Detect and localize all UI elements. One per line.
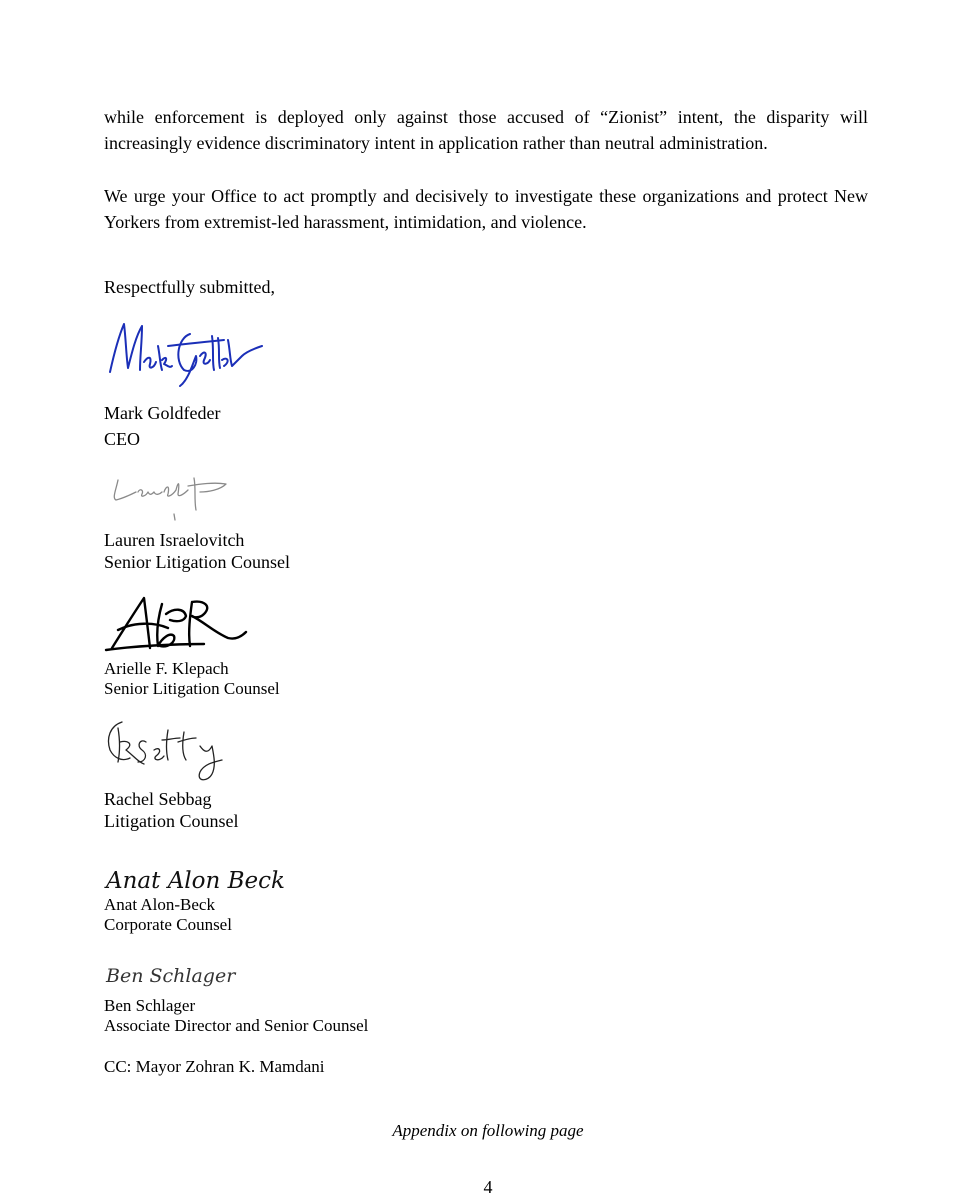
signatory-3-name: Arielle F. Klepach: [104, 659, 229, 678]
signatory-2-name: Lauren Israelovitch: [104, 530, 245, 550]
signatory-1-title: CEO: [104, 429, 140, 449]
closing-line: Respectfully submitted,: [104, 277, 275, 297]
signature-anat-alon-beck: [104, 862, 304, 896]
signatory-2-title: Senior Litigation Counsel: [104, 552, 290, 572]
signatory-5-title: Corporate Counsel: [104, 915, 232, 934]
page-number: 4: [483, 1177, 493, 1197]
signatory-6-name: Ben Schlager: [104, 996, 196, 1015]
signature-mark-goldfeder: [104, 316, 264, 388]
signatory-5-name: Anat Alon-Beck: [104, 895, 215, 914]
signature-ben-text: Ben Schlager: [106, 965, 236, 987]
signatory-4-name: Rachel Sebbag: [104, 789, 212, 809]
signature-rachel-sebbag: [104, 716, 228, 788]
signature-anat-text: Anat Alon Beck: [106, 868, 285, 894]
appendix-note: Appendix on following page: [392, 1121, 584, 1140]
signatory-3-title: Senior Litigation Counsel: [104, 679, 280, 698]
signature-arielle-klepach: [104, 592, 249, 658]
cc-line: CC: Mayor Zohran K. Mamdani: [104, 1057, 325, 1076]
signatory-1-name: Mark Goldfeder: [104, 403, 221, 423]
signatory-4-title: Litigation Counsel: [104, 811, 239, 831]
paragraph-2-text: We urge your Office to act promptly and decisively to investigate these organizations and protect New Yorkers from extremist-led harassment, intimidation, and violence.: [104, 186, 868, 232]
signature-lauren-israelovitch: [104, 470, 234, 522]
signature-ben-schlager: [104, 960, 254, 992]
paragraph-1-text: while enforcement is deployed only against those accused of “Zionist” intent, the disparity will increasingly evidence discriminatory intent in application rather than neutral administration.: [104, 107, 868, 153]
body-paragraph-1: [104, 104, 868, 156]
signatory-6-title: Associate Director and Senior Counsel: [104, 1016, 369, 1035]
body-paragraph-2: [104, 183, 868, 235]
